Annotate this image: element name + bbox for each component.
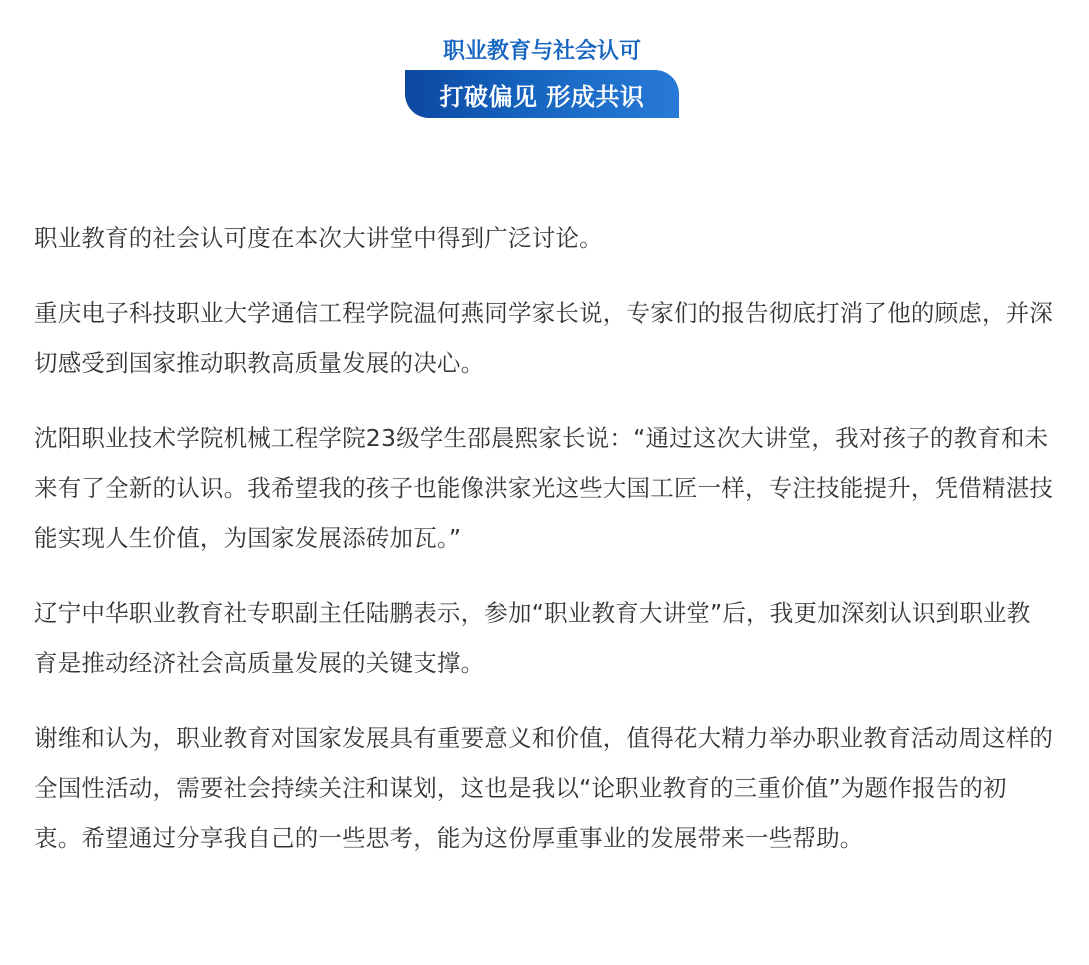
- article-body: [34, 213, 1054, 888]
- section-kicker: 职业教育与社会认可: [442, 39, 641, 64]
- paragraph: 谢维和认为，职业教育对国家发展具有重要意义和价值，值得花大精力举办职业教育活动周这样的全国性活动，需要社会持续关注和谋划，这也是我以“论职业教育的三重价值”为题作报告的初衷。希望通过分享我自己的一些思考，能为这份厚重事业的发展带来一些帮助。: [34, 724, 1054, 852]
- section-banner: [405, 70, 679, 118]
- banner-title: 打破偏见 形成共识: [439, 82, 645, 111]
- paragraph: 重庆电子科技职业大学通信工程学院温何燕同学家长说，专家们的报告彻底打消了他的顾虑，并深切感受到国家推动职教高质量发展的决心。: [34, 299, 1054, 377]
- paragraph: 辽宁中华职业教育社专职副主任陆鹏表示，参加“职业教育大讲堂”后，我更加深刻认识到职业教育是推动经济社会高质量发展的关键支撑。: [34, 599, 1031, 677]
- paragraph: 职业教育的社会认可度在本次大讲堂中得到广泛讨论。: [34, 224, 603, 252]
- section-header: [405, 36, 679, 118]
- paragraph: 沈阳职业技术学院机械工程学院23级学生邵晨熙家长说：“通过这次大讲堂，我对孩子的教育和未来有了全新的认识。我希望我的孩子也能像洪家光这些大国工匠一样，专注技能提升，凭借精湛技能实现人生价值，为国家发展添砖加瓦。”: [34, 424, 1054, 552]
